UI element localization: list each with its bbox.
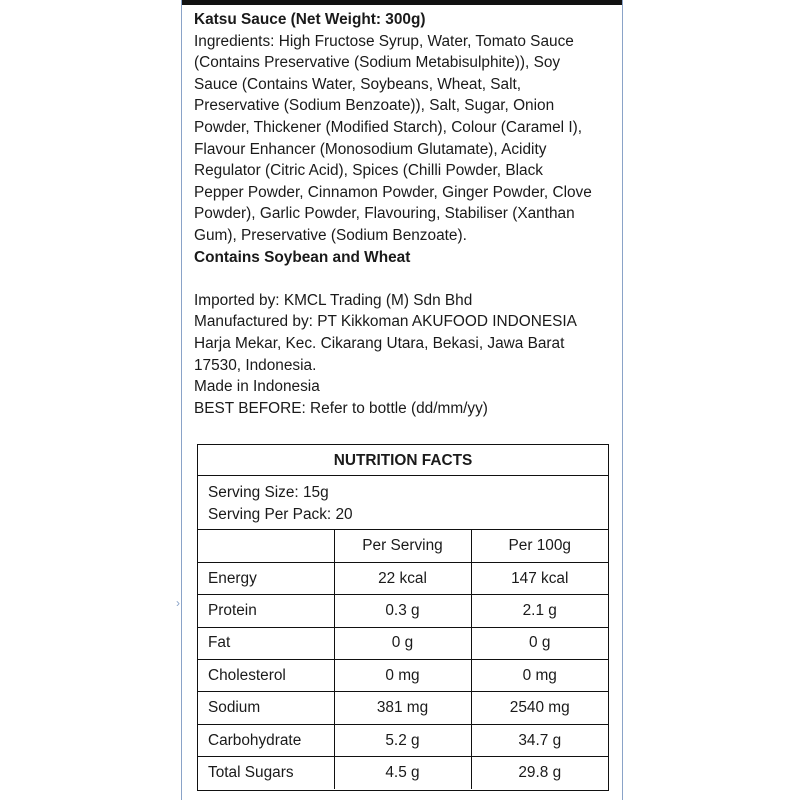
ingredients-line: Gum), Preservative (Sodium Benzoate). [194,226,467,244]
nutrient-name: Carbohydrate [198,724,334,756]
column-header: Per Serving [334,530,471,562]
per-100g-value: 147 kcal [471,562,608,594]
top-rule [181,0,623,5]
address-line: 17530, Indonesia. [194,356,317,374]
per-serving-value: 0 mg [334,660,471,692]
table-row [198,724,608,756]
servings-per-pack: Serving Per Pack: 20 [208,505,353,523]
per-100g-value: 29.8 g [471,757,608,789]
ingredients-line: Powder, Thickener (Modified Starch), Colour (Caramel I), [194,118,583,136]
serving-info [198,476,608,530]
ingredients-line: Regulator (Citric Acid), Spices (Chilli Powder, Black [194,162,543,180]
label-text [194,9,618,419]
per-serving-value: 5.2 g [334,724,471,756]
per-100g-value: 0 mg [471,660,608,692]
per-serving-value: 0 g [334,627,471,659]
manufacturer: Manufactured by: PT Kikkoman AKUFOOD INDONESIA [194,313,577,331]
nutrition-table [198,530,608,789]
ingredients-list [194,31,618,247]
table-row [198,757,608,789]
product-title: Katsu Sauce (Net Weight: 300g) [194,11,426,28]
importer: Imported by: KMCL Trading (M) Sdn Bhd [194,291,473,309]
per-serving-value: 0.3 g [334,595,471,627]
country-of-origin: Made in Indonesia [194,378,320,396]
nutrient-name: Fat [198,627,334,659]
ingredients-line: Preservative (Sodium Benzoate)), Salt, Sugar, Onion [194,97,555,115]
per-serving-value: 4.5 g [334,757,471,789]
nutrient-name: Total Sugars [198,757,334,789]
per-serving-value: 381 mg [334,692,471,724]
ingredients-line: Powder), Garlic Powder, Flavouring, Stabiliser (Xanthan [194,205,575,223]
nutrient-name: Protein [198,595,334,627]
nutrient-name: Cholesterol [198,660,334,692]
frame-border-right [622,0,623,800]
chevron-right-icon[interactable]: › [176,596,180,610]
nutrient-name: Sodium [198,692,334,724]
nutrient-name: Energy [198,562,334,594]
nutrition-facts-panel [197,444,609,791]
ingredients-line: Flavour Enhancer (Monosodium Glutamate), Acidity [194,140,547,158]
per-100g-value: 2540 mg [471,692,608,724]
per-serving-value: 22 kcal [334,562,471,594]
ingredients-line: Sauce (Contains Water, Soybeans, Wheat, Salt, [194,75,522,93]
table-row [198,660,608,692]
allergen-statement: Contains Soybean and Wheat [194,248,411,266]
table-header-row [198,530,608,562]
table-row [198,595,608,627]
spacer [194,268,618,290]
frame-border-left [181,0,182,800]
per-100g-value: 2.1 g [471,595,608,627]
column-header [198,530,334,562]
table-row [198,562,608,594]
per-100g-value: 34.7 g [471,724,608,756]
best-before: BEST BEFORE: Refer to bottle (dd/mm/yy) [194,399,488,417]
table-row [198,627,608,659]
table-row [198,692,608,724]
nutrition-facts-title: NUTRITION FACTS [198,445,608,476]
ingredients-line: (Contains Preservative (Sodium Metabisulphite)), Soy [194,54,561,72]
address-line: Harja Mekar, Kec. Cikarang Utara, Bekasi, Jawa Barat [194,334,565,352]
ingredients-line: Ingredients: High Fructose Syrup, Water, Tomato Sauce [194,32,574,50]
ingredients-line: Pepper Powder, Cinnamon Powder, Ginger Powder, Clove [194,183,592,201]
per-100g-value: 0 g [471,627,608,659]
column-header: Per 100g [471,530,608,562]
serving-size: Serving Size: 15g [208,484,329,501]
